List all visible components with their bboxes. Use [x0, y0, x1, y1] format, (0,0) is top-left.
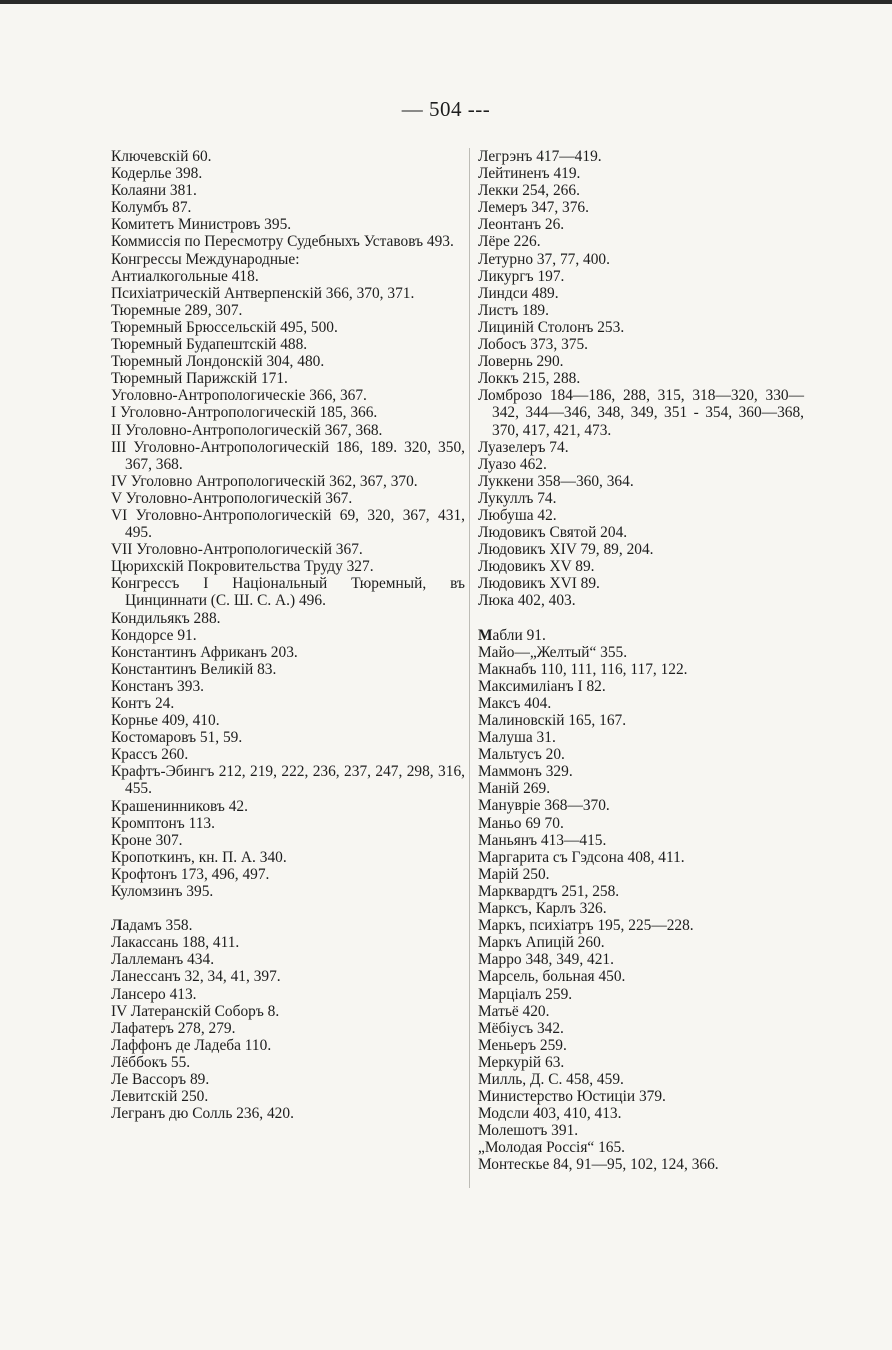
- index-entry: Малиновскій 165, 167.: [478, 712, 627, 729]
- index-entry: Легрэнъ 417—419.: [478, 148, 602, 165]
- index-entry: Крассъ 260.: [111, 746, 189, 764]
- section-gap: [478, 610, 804, 627]
- index-entry: Корнье 409, 410.: [111, 712, 220, 730]
- page-top-rule: [0, 0, 892, 4]
- index-entry: Уголовно-Антропологическіе 366, 367.: [111, 387, 367, 405]
- index-entry: Майо—„Желтый“ 355.: [478, 643, 628, 661]
- index-entry: Лафатеръ 278, 279.: [111, 1019, 236, 1037]
- index-entry: Ключевскій 60.: [111, 148, 212, 165]
- index-entry: VII Уголовно-Антропологическій 367.: [111, 541, 363, 559]
- index-entry: Крафтъ-Эбингъ 212, 219, 222, 236, 237, 247, 298, 316, 455.: [111, 763, 465, 798]
- index-entry: Меньеръ 259.: [478, 1036, 567, 1054]
- index-entry: Манувріе 368—370.: [478, 797, 610, 815]
- index-entry: Лемеръ 347, 376.: [478, 199, 589, 217]
- index-entry: Малуша 31.: [478, 729, 556, 747]
- index-entry: Марксъ, Карлъ 326.: [478, 900, 607, 918]
- index-entry: Констанъ 393.: [111, 677, 204, 695]
- index-entry: Людовикъ XVI 89.: [478, 575, 600, 593]
- index-entry: Листъ 189.: [478, 301, 549, 319]
- index-entry: Модсли 403, 410, 413.: [478, 1105, 622, 1123]
- index-entry: Ле Вассоръ 89.: [111, 1070, 210, 1088]
- index-entry: Тюремный Лондонскій 304, 480.: [111, 353, 325, 371]
- index-entry: IV Латеранскій Соборъ 8.: [111, 1002, 280, 1020]
- index-entry: Кроне 307.: [111, 831, 183, 849]
- index-entry: Луазелеръ 74.: [478, 438, 569, 456]
- index-entry: Люка 402, 403.: [478, 592, 576, 610]
- index-entry: IV Уголовно Антропологическій 362, 367, 370.: [111, 472, 418, 490]
- index-entry: Легранъ дю Солль 236, 420.: [111, 1105, 294, 1123]
- index-entry: Лициній Столонъ 253.: [478, 318, 625, 336]
- index-entry: Ладамъ 358.: [111, 917, 193, 935]
- index-entry: Монтескье 84, 91—95, 102, 124, 366.: [478, 1156, 719, 1174]
- index-column-right: [478, 148, 804, 1174]
- index-entry: Кондорсе 91.: [111, 626, 197, 644]
- index-entry: Лакассань 188, 411.: [111, 934, 240, 952]
- index-entry: Крофтонъ 173, 496, 497.: [111, 865, 270, 883]
- index-entry: Кондильякъ 288.: [111, 609, 221, 627]
- index-entry: Министерство Юстиціи 379.: [478, 1088, 666, 1106]
- index-entry: Тюремные 289, 307.: [111, 301, 243, 319]
- index-entry: Левитскій 250.: [111, 1088, 209, 1106]
- index-entry: Кодерлье 398.: [111, 165, 203, 183]
- index-entry: Локкъ 215, 288.: [478, 370, 581, 388]
- index-entry: Мабли 91.: [478, 626, 546, 644]
- index-entry: Конгрессы Международные:: [111, 250, 300, 268]
- index-entry: Лёре 226.: [478, 233, 541, 251]
- index-entry: Линдси 489.: [478, 284, 559, 302]
- index-entry: Константинъ Африканъ 203.: [111, 643, 298, 661]
- index-entry: Цюрихскій Покровительства Труду 327.: [111, 558, 374, 576]
- index-column-left: [111, 148, 465, 1122]
- index-entry: Марсель, больная 450.: [478, 968, 626, 986]
- index-entry: Маргарита съ Гэдсона 408, 411.: [478, 848, 685, 866]
- index-entry: Маркъ, психіатръ 195, 225—228.: [478, 917, 694, 935]
- index-entry: Крашенинниковъ 42.: [111, 797, 248, 815]
- index-entry: Любуша 42.: [478, 506, 557, 524]
- index-entry: Психіатрическій Антверпенскій 366, 370, 371.: [111, 284, 415, 302]
- index-entry: Конгрессъ I Національный Тюремный, въ Цинциннати (С. Ш. С. А.) 496.: [111, 575, 465, 610]
- index-entry: Лобосъ 373, 375.: [478, 336, 589, 354]
- index-entry: Коммиссія по Пересмотру Судебныхъ Уставовъ 493.: [111, 233, 454, 251]
- index-entry: Лейтиненъ 419.: [478, 165, 581, 183]
- index-entry: Маркъ Апицій 260.: [478, 934, 605, 952]
- index-entry: Маммонъ 329.: [478, 763, 573, 781]
- index-entry: Костомаровъ 51, 59.: [111, 729, 243, 747]
- index-entry: Мальтусъ 20.: [478, 746, 565, 764]
- index-entry: Тюремный Парижскій 171.: [111, 370, 288, 388]
- section-initial-letter: Л: [111, 917, 123, 935]
- index-entry: Колаяни 381.: [111, 182, 197, 200]
- index-entry: Максимиліанъ I 82.: [478, 677, 606, 695]
- index-entry: III Уголовно-Антропологическій 186, 189. 320, 350, 367, 368.: [111, 438, 465, 473]
- index-entry: I Уголовно-Антропологическій 185, 366.: [111, 404, 378, 422]
- index-entry: Ланессанъ 32, 34, 41, 397.: [111, 968, 281, 986]
- index-entry: Кропоткинъ, кн. П. А. 340.: [111, 848, 287, 866]
- index-entry: Лёббокъ 55.: [111, 1053, 191, 1071]
- index-entry: Константинъ Великій 83.: [111, 660, 277, 678]
- index-entry: Людовикъ XV 89.: [478, 558, 595, 576]
- index-entry: Тюремный Будапештскій 488.: [111, 336, 308, 354]
- index-entry: Тюремный Брюссельскій 495, 500.: [111, 318, 338, 336]
- index-entry: Маньо 69 70.: [478, 814, 564, 832]
- index-entry: VI Уголовно-Антропологическій 69, 320, 367, 431, 495.: [111, 506, 465, 542]
- index-entry: Лукуллъ 74.: [478, 489, 557, 507]
- column-divider: [469, 148, 470, 1188]
- index-entry: Марквардтъ 251, 258.: [478, 882, 620, 900]
- index-entry: Марціалъ 259.: [478, 985, 573, 1003]
- index-entry: Комитетъ Министровъ 395.: [111, 216, 292, 234]
- index-entry: Куломзинъ 395.: [111, 883, 214, 901]
- index-entry: Ловернь 290.: [478, 353, 564, 371]
- index-entry: Меркурій 63.: [478, 1053, 565, 1071]
- index-entry: Маньянъ 413—415.: [478, 831, 607, 849]
- index-entry: Лаффонъ де Ладеба 110.: [111, 1036, 272, 1054]
- index-entry: Молешотъ 391.: [478, 1122, 579, 1140]
- index-entry: Марро 348, 349, 421.: [478, 951, 614, 969]
- index-entry: Луккени 358—360, 364.: [478, 472, 634, 490]
- index-entry: V Уголовно-Антропологическій 367.: [111, 489, 353, 507]
- index-entry: Максъ 404.: [478, 694, 552, 712]
- index-entry: Милль, Д. С. 458, 459.: [478, 1070, 624, 1088]
- index-entry: „Молодая Россія“ 165.: [478, 1139, 626, 1157]
- index-entry: Ломброзо 184—186, 288, 315, 318—320, 330—342, 344—346, 348, 349, 351 - 354, 360—368, 370, 417, 421, 473.: [478, 387, 804, 439]
- index-entry: Людовикъ XIV 79, 89, 204.: [478, 541, 654, 559]
- index-entry: Леонтанъ 26.: [478, 216, 565, 234]
- index-entry: Лаллеманъ 434.: [111, 951, 215, 969]
- index-entry: Антиалкогольные 418.: [111, 267, 259, 285]
- index-entry: II Уголовно-Антропологическій 367, 368.: [111, 421, 383, 439]
- index-entry: Колумбъ 87.: [111, 199, 192, 217]
- index-entry: Людовикъ Святой 204.: [478, 524, 628, 542]
- index-entry: Маній 269.: [478, 780, 551, 798]
- page-number: — 504 ---: [401, 97, 491, 121]
- index-entry: Марій 250.: [478, 865, 550, 883]
- index-entry: Матьё 420.: [478, 1002, 550, 1020]
- section-gap: [111, 900, 465, 917]
- index-entry: Летурно 37, 77, 400.: [478, 250, 610, 268]
- index-entry: Макнабъ 110, 111, 116, 117, 122.: [478, 660, 688, 678]
- section-initial-letter: М: [478, 626, 493, 644]
- index-entry: Луазо 462.: [478, 455, 547, 473]
- index-entry: Кромптонъ 113.: [111, 814, 215, 832]
- index-entry: Ликургъ 197.: [478, 267, 565, 285]
- index-entry: Контъ 24.: [111, 695, 175, 712]
- index-entry: Мёбіусъ 342.: [478, 1019, 564, 1037]
- index-entry: Лансеро 413.: [111, 985, 197, 1003]
- index-entry: Лекки 254, 266.: [478, 182, 580, 200]
